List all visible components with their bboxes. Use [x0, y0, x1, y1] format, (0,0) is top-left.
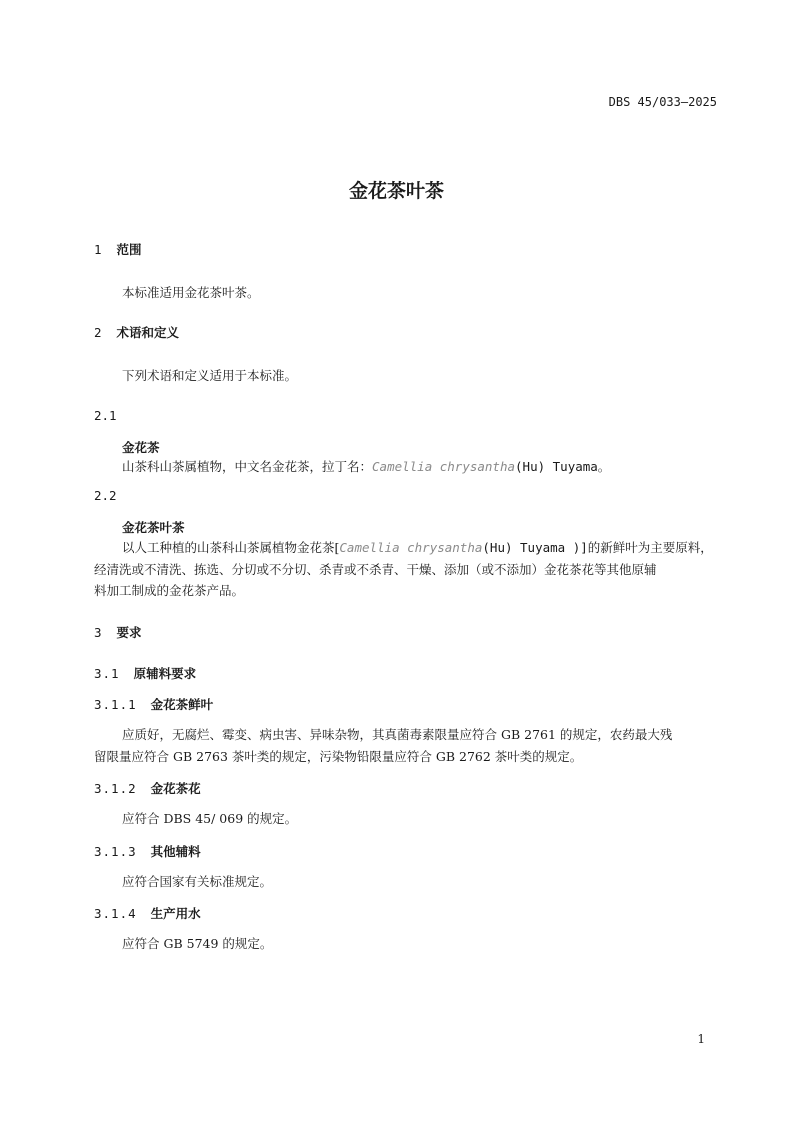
- latin-name: Camellia chrysantha: [372, 459, 516, 474]
- section-number: 3.1.4: [94, 906, 137, 921]
- definition-2-2-line-1: [122, 538, 713, 556]
- section-number: 2: [94, 325, 103, 340]
- section-heading-3-1-3: [94, 842, 201, 860]
- section-title: 范围: [116, 242, 142, 257]
- section-1-body: 本标准适用金花茶叶茶。: [122, 285, 260, 300]
- section-number: 3: [94, 625, 103, 640]
- section-2-body: 下列术语和定义适用于本标准。: [122, 368, 298, 383]
- page-number: 1: [697, 1032, 705, 1046]
- latin-author: (Hu) Tuyama。: [515, 459, 611, 474]
- term-2-2: 金花茶叶茶: [122, 520, 185, 535]
- clause-3-1-3-body: 应符合国家有关标准规定。: [122, 874, 273, 889]
- section-title: 原辅料要求: [133, 666, 197, 681]
- section-title: 要求: [116, 625, 142, 640]
- document-code: DBS 45/033—2025: [608, 95, 717, 109]
- section-number: 3.1: [94, 666, 120, 681]
- definition-2-1: [122, 457, 610, 475]
- definition-text: 以人工种植的山茶科山茶属植物金花茶[: [122, 540, 340, 555]
- section-heading-3: [94, 623, 142, 641]
- clause-3-1-4-body: 应符合 GB 5749 的规定。: [122, 936, 273, 951]
- definition-2-2-line-2: 经清洗或不清洗、拣选、分切或不分切、杀青或不杀青、干燥、添加（或不添加）金花茶花等其他原辅: [94, 562, 657, 577]
- section-heading-3-1-1: [94, 695, 213, 713]
- term-2-1: 金花茶: [122, 440, 160, 455]
- definition-text: (Hu) Tuyama )]的新鲜叶为主要原料，: [482, 540, 713, 555]
- clause-number-2-1: 2.1: [94, 408, 117, 423]
- document-title: 金花茶叶茶: [348, 180, 444, 202]
- section-title: 生产用水: [150, 906, 201, 921]
- section-title: 其他辅料: [150, 844, 201, 859]
- section-heading-1: [94, 240, 142, 258]
- definition-2-2-line-3: 料加工制成的金花茶产品。: [94, 583, 245, 598]
- section-title: 金花茶鲜叶: [150, 697, 214, 712]
- section-number: 1: [94, 242, 103, 257]
- clause-number-2-2: 2.2: [94, 488, 117, 503]
- clause-3-1-1-line-2: 留限量应符合 GB 2763 茶叶类的规定，污染物铅限量应符合 GB 2762 茶叶类的规定。: [94, 749, 583, 764]
- section-title: 金花茶花: [150, 781, 201, 796]
- latin-name: Camellia chrysantha: [339, 540, 483, 555]
- clause-3-1-1-line-1: 应质好，无腐烂、霉变、病虫害、异味杂物，其真菌毒素限量应符合 GB 2761 的规定，农药最大残: [122, 727, 673, 742]
- section-number: 3.1.1: [94, 697, 137, 712]
- clause-3-1-2-body: 应符合 DBS 45/ 069 的规定。: [122, 811, 298, 826]
- section-heading-3-1-4: [94, 904, 201, 922]
- section-heading-3-1: [94, 664, 196, 682]
- section-heading-3-1-2: [94, 779, 201, 797]
- section-number: 3.1.2: [94, 781, 137, 796]
- section-heading-2: [94, 323, 179, 341]
- section-number: 3.1.3: [94, 844, 137, 859]
- definition-text: 山茶科山茶属植物，中文名金花茶，拉丁名：: [122, 459, 373, 474]
- section-title: 术语和定义: [116, 325, 180, 340]
